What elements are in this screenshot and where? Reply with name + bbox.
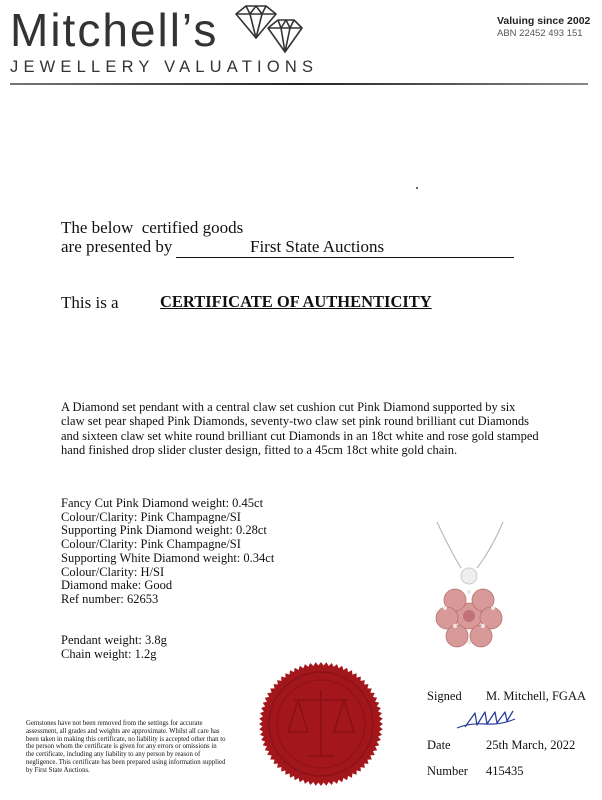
- item-description: A Diamond set pendant with a central claw set cushion cut Pink Diamond supported by six claw set pear shaped Pink Diamonds, seventy-two claw set pink round brilliant cut Diamonds and sixteen claw set white round brilliant cut Diamonds in an 18ct white and rose gold stamped hand finished drop slider cluster design, fitted to a 45cm 18ct white gold chain.: [61, 400, 539, 457]
- date-value: 25th March, 2022: [486, 738, 576, 752]
- signed-label: Signed: [427, 689, 462, 703]
- chain-weight: Chain weight: 1.2g: [61, 646, 157, 661]
- spec-line: Ref number: 62653: [61, 591, 159, 606]
- signed-name: M. Mitchell, FGAA: [486, 689, 586, 703]
- spec-line: Supporting White Diamond weight: 0.34ct: [61, 550, 275, 565]
- intro-line-1: The below certified goods: [61, 218, 244, 237]
- certificate-title: CERTIFICATE OF AUTHENTICITY: [160, 292, 432, 311]
- disclaimer-text: Gemstones have not been removed from the settings for accurate assessment, all grades and weights are approximate. Whilst all care has been taken in making this certificate, no liability is accepted other than to the person whom the certificate is given for any errors or omissions in the certificate, including any liability to any person by reason of negligence. This certificate has been prepared using information supplied by First State Auctions.: [26, 720, 226, 774]
- pendant-image: [425, 520, 515, 670]
- spec-line: Colour/Clarity: Pink Champagne/SI: [61, 537, 241, 552]
- brand-name: Mitchell’s: [10, 4, 219, 56]
- spec-line: Fancy Cut Pink Diamond weight: 0.45ct: [61, 496, 264, 510]
- certificate-number: 415435: [486, 764, 524, 778]
- specs-list: [61, 497, 274, 607]
- spec-line: Colour/Clarity: H/SI: [61, 564, 165, 579]
- tagline: Valuing since 2002: [497, 15, 591, 27]
- date-label: Date: [427, 738, 451, 752]
- spec-line: Diamond make: Good: [61, 578, 173, 593]
- presenter-field: [176, 237, 514, 258]
- spec-line: Supporting Pink Diamond weight: 0.28ct: [61, 523, 267, 538]
- presenter-name: First State Auctions: [250, 237, 385, 256]
- brand-subtitle: JEWELLERY VALUATIONS: [10, 58, 319, 76]
- intro-line-2: are presented by: [61, 237, 173, 256]
- weights-list: [61, 634, 167, 661]
- signature-image: [455, 709, 517, 731]
- red-seal: [258, 658, 384, 790]
- number-label: Number: [427, 764, 468, 778]
- this-is-label: This is a: [61, 293, 119, 312]
- spec-line: Colour/Clarity: Pink Champagne/SI: [61, 509, 241, 524]
- scan-speck: [416, 187, 418, 189]
- header-divider: [10, 83, 588, 85]
- abn-number: ABN 22452 493 151: [497, 28, 583, 39]
- pendant-weight: Pendant weight: 3.8g: [61, 633, 167, 647]
- diamonds-icon: [232, 4, 304, 56]
